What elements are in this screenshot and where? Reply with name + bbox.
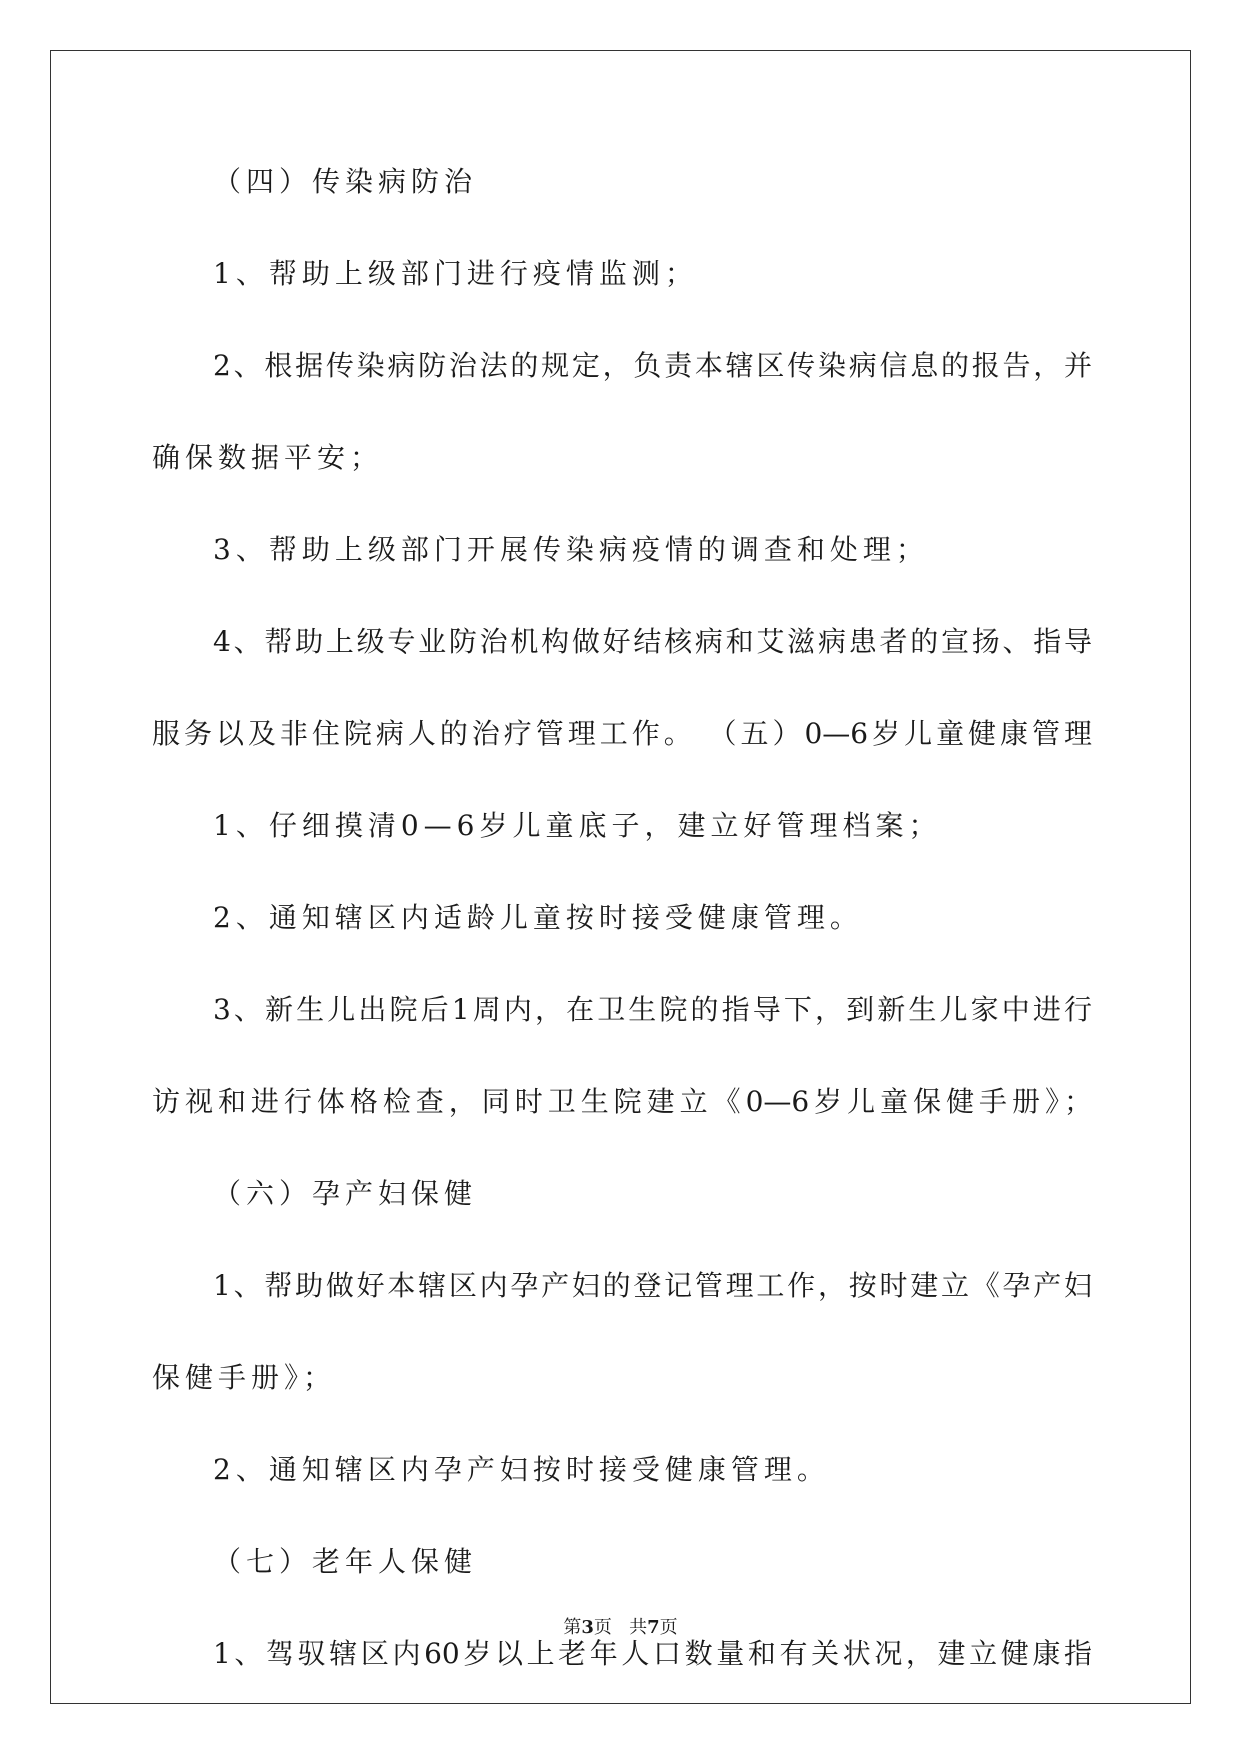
footer-total-suffix: 页 bbox=[659, 1617, 678, 1638]
text-line: 服务以及非住院病人的治疗管理工作。 （五）0—6岁儿童健康管理 bbox=[152, 717, 1092, 750]
text-line: （四）传染病防治 bbox=[213, 165, 478, 198]
text-line: （六）孕产妇保健 bbox=[213, 1177, 478, 1210]
text-line: 1、仔细摸清0—6岁儿童底子，建立好管理档案； bbox=[213, 809, 942, 842]
text-line: 保健手册》； bbox=[152, 1361, 337, 1394]
footer-page-number: 3 bbox=[581, 1617, 594, 1638]
footer-total-prefix: 共 bbox=[629, 1617, 648, 1638]
text-line: 1、帮助上级部门进行疫情监测； bbox=[213, 257, 698, 290]
text-line: 3、帮助上级部门开展传染病疫情的调查和处理； bbox=[213, 533, 929, 566]
text-line: 确保数据平安； bbox=[152, 441, 384, 474]
page-footer bbox=[0, 1616, 1241, 1640]
text-line: 2、通知辖区内孕产妇按时接受健康管理。 bbox=[213, 1453, 830, 1486]
text-line: 2、根据传染病防治法的规定，负责本辖区传染病信息的报告，并 bbox=[213, 349, 1092, 382]
text-line: （七）老年人保健 bbox=[213, 1545, 478, 1578]
document-body bbox=[152, 160, 1092, 1724]
text-line: 访视和进行体格检查，同时卫生院建立《0—6岁儿童保健手册》； bbox=[152, 1085, 1092, 1118]
text-line: 4、帮助上级专业防治机构做好结核病和艾滋病患者的宣扬、指导 bbox=[213, 625, 1092, 658]
footer-page-suffix: 页 bbox=[593, 1617, 612, 1638]
footer-page-prefix: 第 bbox=[563, 1617, 582, 1638]
text-line: 2、通知辖区内适龄儿童按时接受健康管理。 bbox=[213, 901, 863, 934]
text-line: 1、驾驭辖区内60岁以上老年人口数量和有关状况，建立健康指 bbox=[213, 1637, 1092, 1670]
text-line: 1、帮助做好本辖区内孕产妇的登记管理工作，按时建立《孕产妇 bbox=[213, 1269, 1092, 1302]
footer-total-number: 7 bbox=[647, 1617, 660, 1638]
text-line: 3、新生儿出院后1周内，在卫生院的指导下，到新生儿家中进行 bbox=[213, 993, 1092, 1026]
